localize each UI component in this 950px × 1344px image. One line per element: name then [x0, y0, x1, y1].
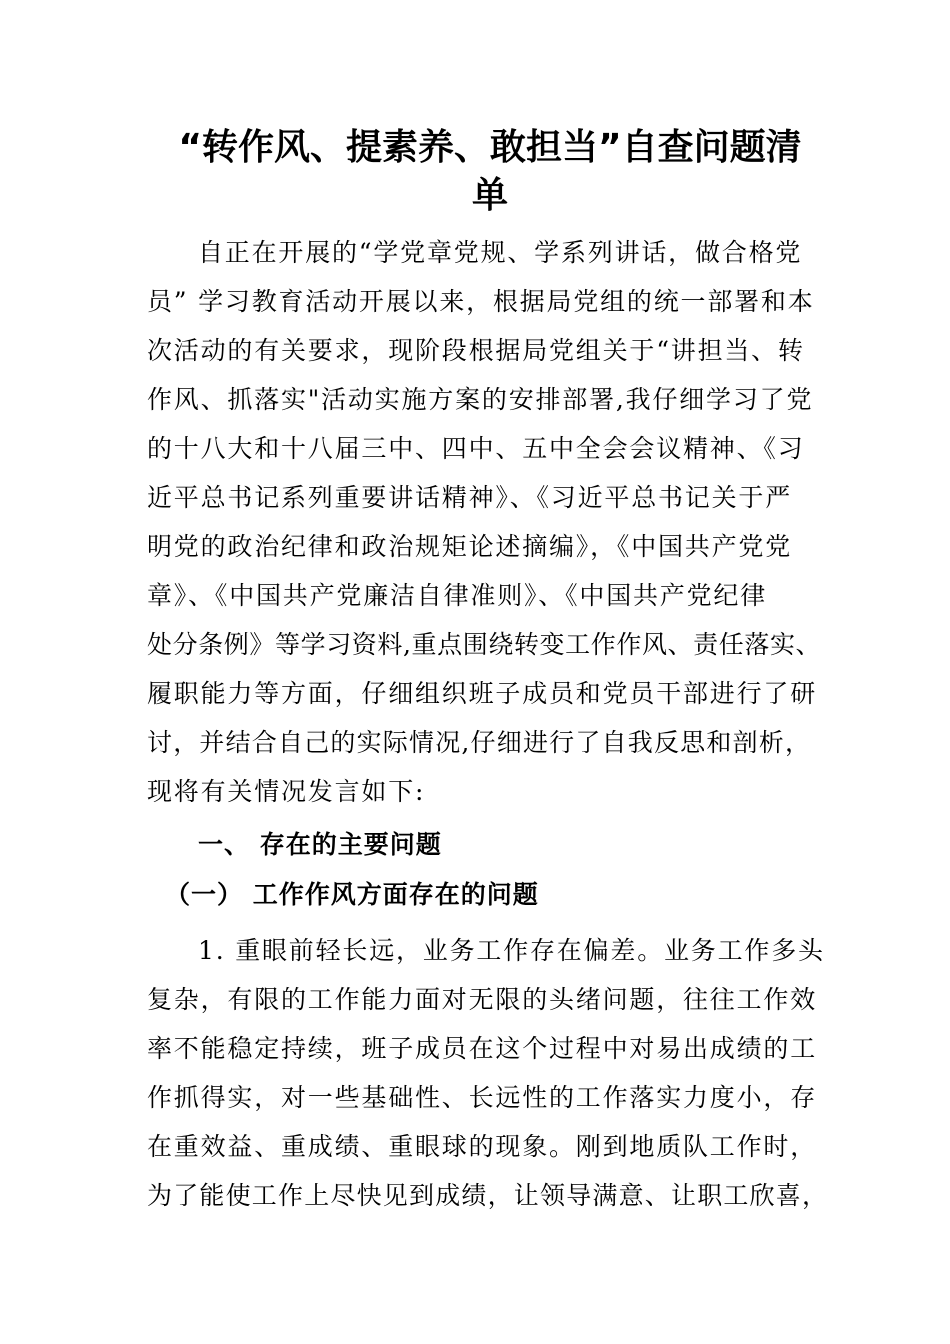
intro-line-2: 员” 学习教育活动开展以来，根据局党组的统一部署和本: [147, 287, 815, 316]
intro-line-1: 自正在开展的“学党章党规、学系列讲话，做合格党: [198, 238, 803, 267]
intro-line-10: 履职能力等方面，仔细组织班子成员和党员干部进行了研: [147, 679, 818, 708]
intro-line-7: 明党的政治纪律和政治规矩论述摘编》，《中国共产党党: [147, 532, 793, 561]
item-line-2: 复杂，有限的工作能力面对无限的头绪问题，往往工作效: [147, 985, 818, 1014]
intro-line-6: 近平总书记系列重要讲话精神》、《习近平总书记关于严: [147, 483, 793, 512]
title-line-1: “转作风、提素养、敢担当”自查问题清: [178, 127, 802, 168]
item-line-3: 率不能稳定持续，班子成员在这个过程中对易出成绩的工: [147, 1034, 818, 1063]
intro-line-4: 作风、抓落实"活动实施方案的安排部署,我仔细学习了党: [147, 385, 814, 414]
item-line-1: 1. 重眼前轻长远，业务工作存在偏差。业务工作多头: [198, 936, 825, 965]
intro-line-12: 现将有关情况发言如下:: [147, 777, 426, 806]
document-title: [150, 124, 830, 220]
intro-line-5: 的十八大和十八届三中、四中、五中全会会议精神、《习: [147, 434, 805, 463]
item-line-6: 为了能使工作上尽快见到成绩，让领导满意、让职工欣喜，: [147, 1181, 829, 1210]
intro-line-3: 次活动的有关要求，现阶段根据局党组关于“讲担当、转: [147, 336, 805, 365]
title-line-2: 单: [471, 175, 508, 216]
intro-line-9: 处分条例》等学习资料,重点围绕转变工作作风、责任落实、: [147, 630, 822, 659]
intro-line-8: 章》、《中国共产党廉洁自律准则》、《中国共产党纪律: [147, 581, 768, 610]
intro-line-11: 讨，并结合自己的实际情况,仔细进行了自我反思和剖析，: [147, 728, 812, 757]
item-line-4: 作抓得实，对一些基础性、长远性的工作落实力度小，存: [147, 1083, 818, 1112]
section-heading: 一、 存在的主要问题: [198, 830, 442, 859]
item-line-5: 在重效益、重成绩、重眼球的现象。刚到地质队工作时，: [147, 1132, 818, 1161]
subsection-heading: （一） 工作作风方面存在的问题: [165, 880, 539, 909]
